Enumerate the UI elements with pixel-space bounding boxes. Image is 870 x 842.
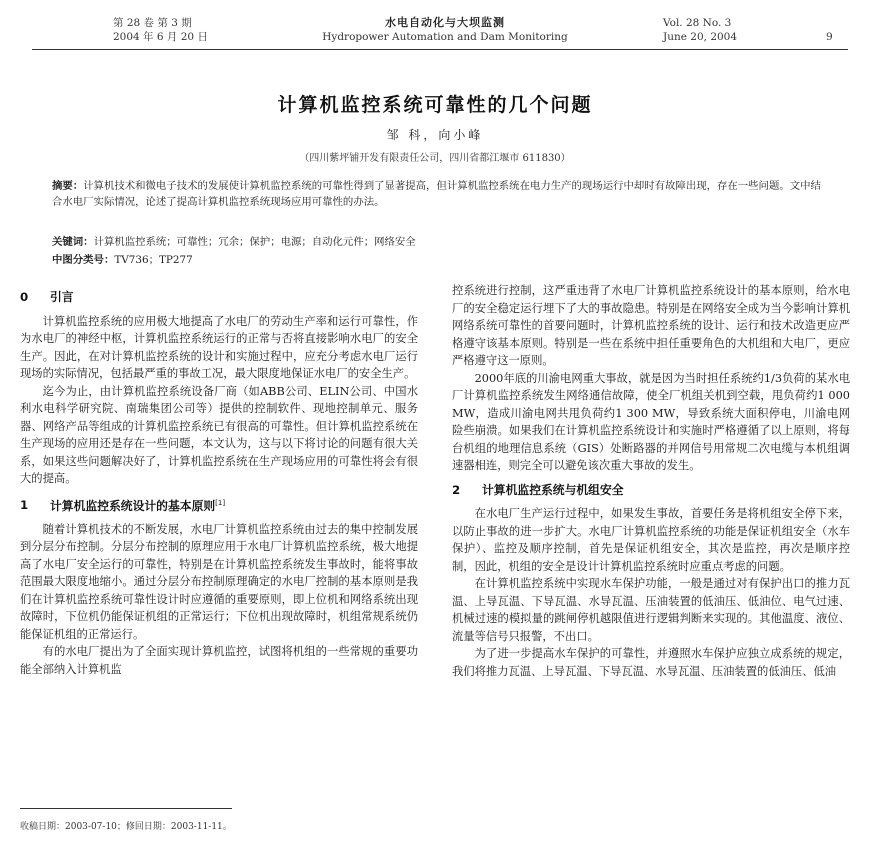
paragraph: 随着计算机技术的不断发展，水电厂计算机监控系统由过去的集中控制发展到分层分布控制。分层分布控制的原理应用于水电厂计算机监控系统，极大地提高了水电厂安全运行的可靠性，特别是在计算机监控系统发生事故时，能将事故范围最大限度地缩小。通过分层分布控制原理确定的水电厂控制的基本原则是我们在计算机监控系统可靠性设计时应遵循的重要原则，即上位机和网络系统出现故障时，下位机仍能保证机组的正常运行；下位机出现故障时，机组常规系统仍能保证机组的正常运行。 — [20, 522, 418, 641]
paragraph: 为了进一步提高水车保护的可靠性，并遵照水车保护应独立成系统的规定，我们将推力瓦温、上导瓦温、下导瓦温、水导瓦温、压油装置的低油压、低油 — [452, 647, 850, 678]
volume-info — [663, 16, 737, 44]
paragraph: 在计算机监控系统中实现水车保护功能，一般是通过对有保护出口的推力瓦温、上导瓦温、下导瓦温、水导瓦温、压油装置的低油压、低油位、电气过速、机械过速的模拟量的跳闸停机越限值进行逻辑判断来实现的。其他温度、液位、流量等信号只报警，不出口。 — [452, 577, 850, 643]
journal-name — [300, 16, 590, 44]
keywords-label: 关键词： — [52, 236, 94, 248]
section-heading-intro — [20, 289, 418, 307]
section-number: 2 — [452, 482, 461, 497]
paragraph: 在水电厂生产运行过程中，如果发生事故，首要任务是将机组安全停下来，以防止事故的进一步扩大。水电厂计算机监控系统的功能是保证机组安全（水车保护）、监控及顺序控制，首先是保证机组安全，其次是监控，再次是顺序控制，因此，机组的安全是设计计算机监控系统时应重点考虑的问题。 — [452, 507, 850, 573]
issue-volume: 第 28 卷 第 3 期 — [113, 17, 192, 29]
journal-name-zh: 水电自动化与大坝监测 — [385, 16, 505, 29]
section-title: 计算机监控系统设计的基本原则 — [50, 498, 216, 513]
issue-info — [113, 16, 208, 44]
left-column — [20, 282, 418, 678]
classification-text: TV736；TP277 — [114, 254, 193, 266]
author-affiliation: （四川紫坪铺开发有限责任公司，四川省都江堰市 611830） — [299, 153, 571, 164]
article-authors: 邹 科，向小峰 — [386, 128, 484, 142]
section-number: 0 — [20, 290, 29, 304]
volume-date: June 20, 2004 — [663, 31, 738, 43]
classification-label: 中图分类号： — [52, 254, 115, 266]
journal-name-en: Hydropower Automation and Dam Monitoring — [322, 31, 568, 43]
paragraph: 2000年底的川渝电网重大事故，就是因为当时担任系统约1/3负荷的某水电厂计算机监控系统发生网络通信故障，使全厂机组关机到空载，甩负荷约1 000 MW，造成川渝电网共甩负荷约1 300 MW，导致系统大面积停电，川渝电网险些崩溃。如果我们在计算机监控系统设计和实施时严格遵循了以上原则，将每台机组的地理信息系统（GIS）处断路器的并网信号用常规二次电缆与本机组调速器相连，则完全可以避免该次重大事故的发生。 — [452, 371, 850, 472]
issue-date: 2004 年 6 月 20 日 — [113, 31, 208, 43]
section-heading-unit-safety — [452, 482, 850, 500]
section-title: 计算机监控系统与机组安全 — [482, 482, 624, 497]
abstract — [52, 178, 822, 210]
header-divider — [32, 49, 848, 50]
citation-ref: [1] — [215, 498, 226, 507]
section-title: 引言 — [50, 290, 74, 304]
paragraph: 计算机监控系统的应用极大地提高了水电厂的劳动生产率和运行可靠性，作为水电厂的神经中枢，计算机监控系统运行的正常与否将直接影响水电厂的安全生产。因此，在对计算机监控系统的设计和实施过程中，应充分考虑水电厂运行现场的实际情况，包括最严重的事故工况，最大限度地保证水电厂的安全生产。 — [20, 314, 418, 380]
abstract-text: 计算机技术和微电子技术的发展使计算机监控系统的可靠性得到了显著提高，但计算机监控系统在电力生产的现场运行中却时有故障出现，存在一些问题。文中结合水电厂实际情况，论述了提高计算机监控系统现场应用可靠性的办法。 — [52, 180, 821, 208]
section-number: 1 — [20, 498, 29, 513]
volume-number: Vol. 28 No. 3 — [663, 17, 732, 29]
page-number: 9 — [826, 31, 833, 43]
keywords — [52, 233, 416, 248]
paragraph: 有的水电厂提出为了全面实现计算机监控，试图将机组的一些常规的重要功能全部纳入计算机监 — [20, 645, 418, 676]
footnote-divider — [20, 808, 232, 809]
section-heading-design-principles — [20, 495, 418, 515]
article-title: 计算机监控系统可靠性的几个问题 — [277, 94, 593, 116]
paragraph: 迄今为止，由计算机监控系统设备厂商（如ABB公司、ELIN公司、中国水利水电科学研究院、南瑞集团公司等）提供的控制软件、现地控制单元、服务器、网络产品等组成的计算机监控系统已有很高的可靠性。但计算机监控系统在生产现场的应用还是存在一些问题，本文认为，这与以下将讨论的问题有很大关系，如果这些问题解决好了，计算机监控系统在生产现场应用的可靠性将会有很大的提高。 — [20, 384, 418, 485]
paragraph: 控系统进行控制，这严重违背了水电厂计算机监控系统设计的基本原则，给水电厂的安全稳定运行埋下了大的事故隐患。特别是在网络安全成为当今影响计算机网络系统可靠性的首要问题时，计算机监控系统的设计、运行和技术改造更应严格遵守该基本原则。特别是一些在系统中担任重要角色的大机组和大电厂，更应严格遵守这一原则。 — [452, 284, 850, 367]
right-column — [452, 282, 850, 680]
classification — [52, 251, 193, 266]
received-date-footnote: 收稿日期：2003-07-10；修回日期：2003-11-11。 — [20, 822, 232, 832]
keywords-text: 计算机监控系统；可靠性；冗余；保护；电源；自动化元件；网络安全 — [93, 236, 416, 248]
abstract-label: 摘要： — [52, 180, 84, 192]
